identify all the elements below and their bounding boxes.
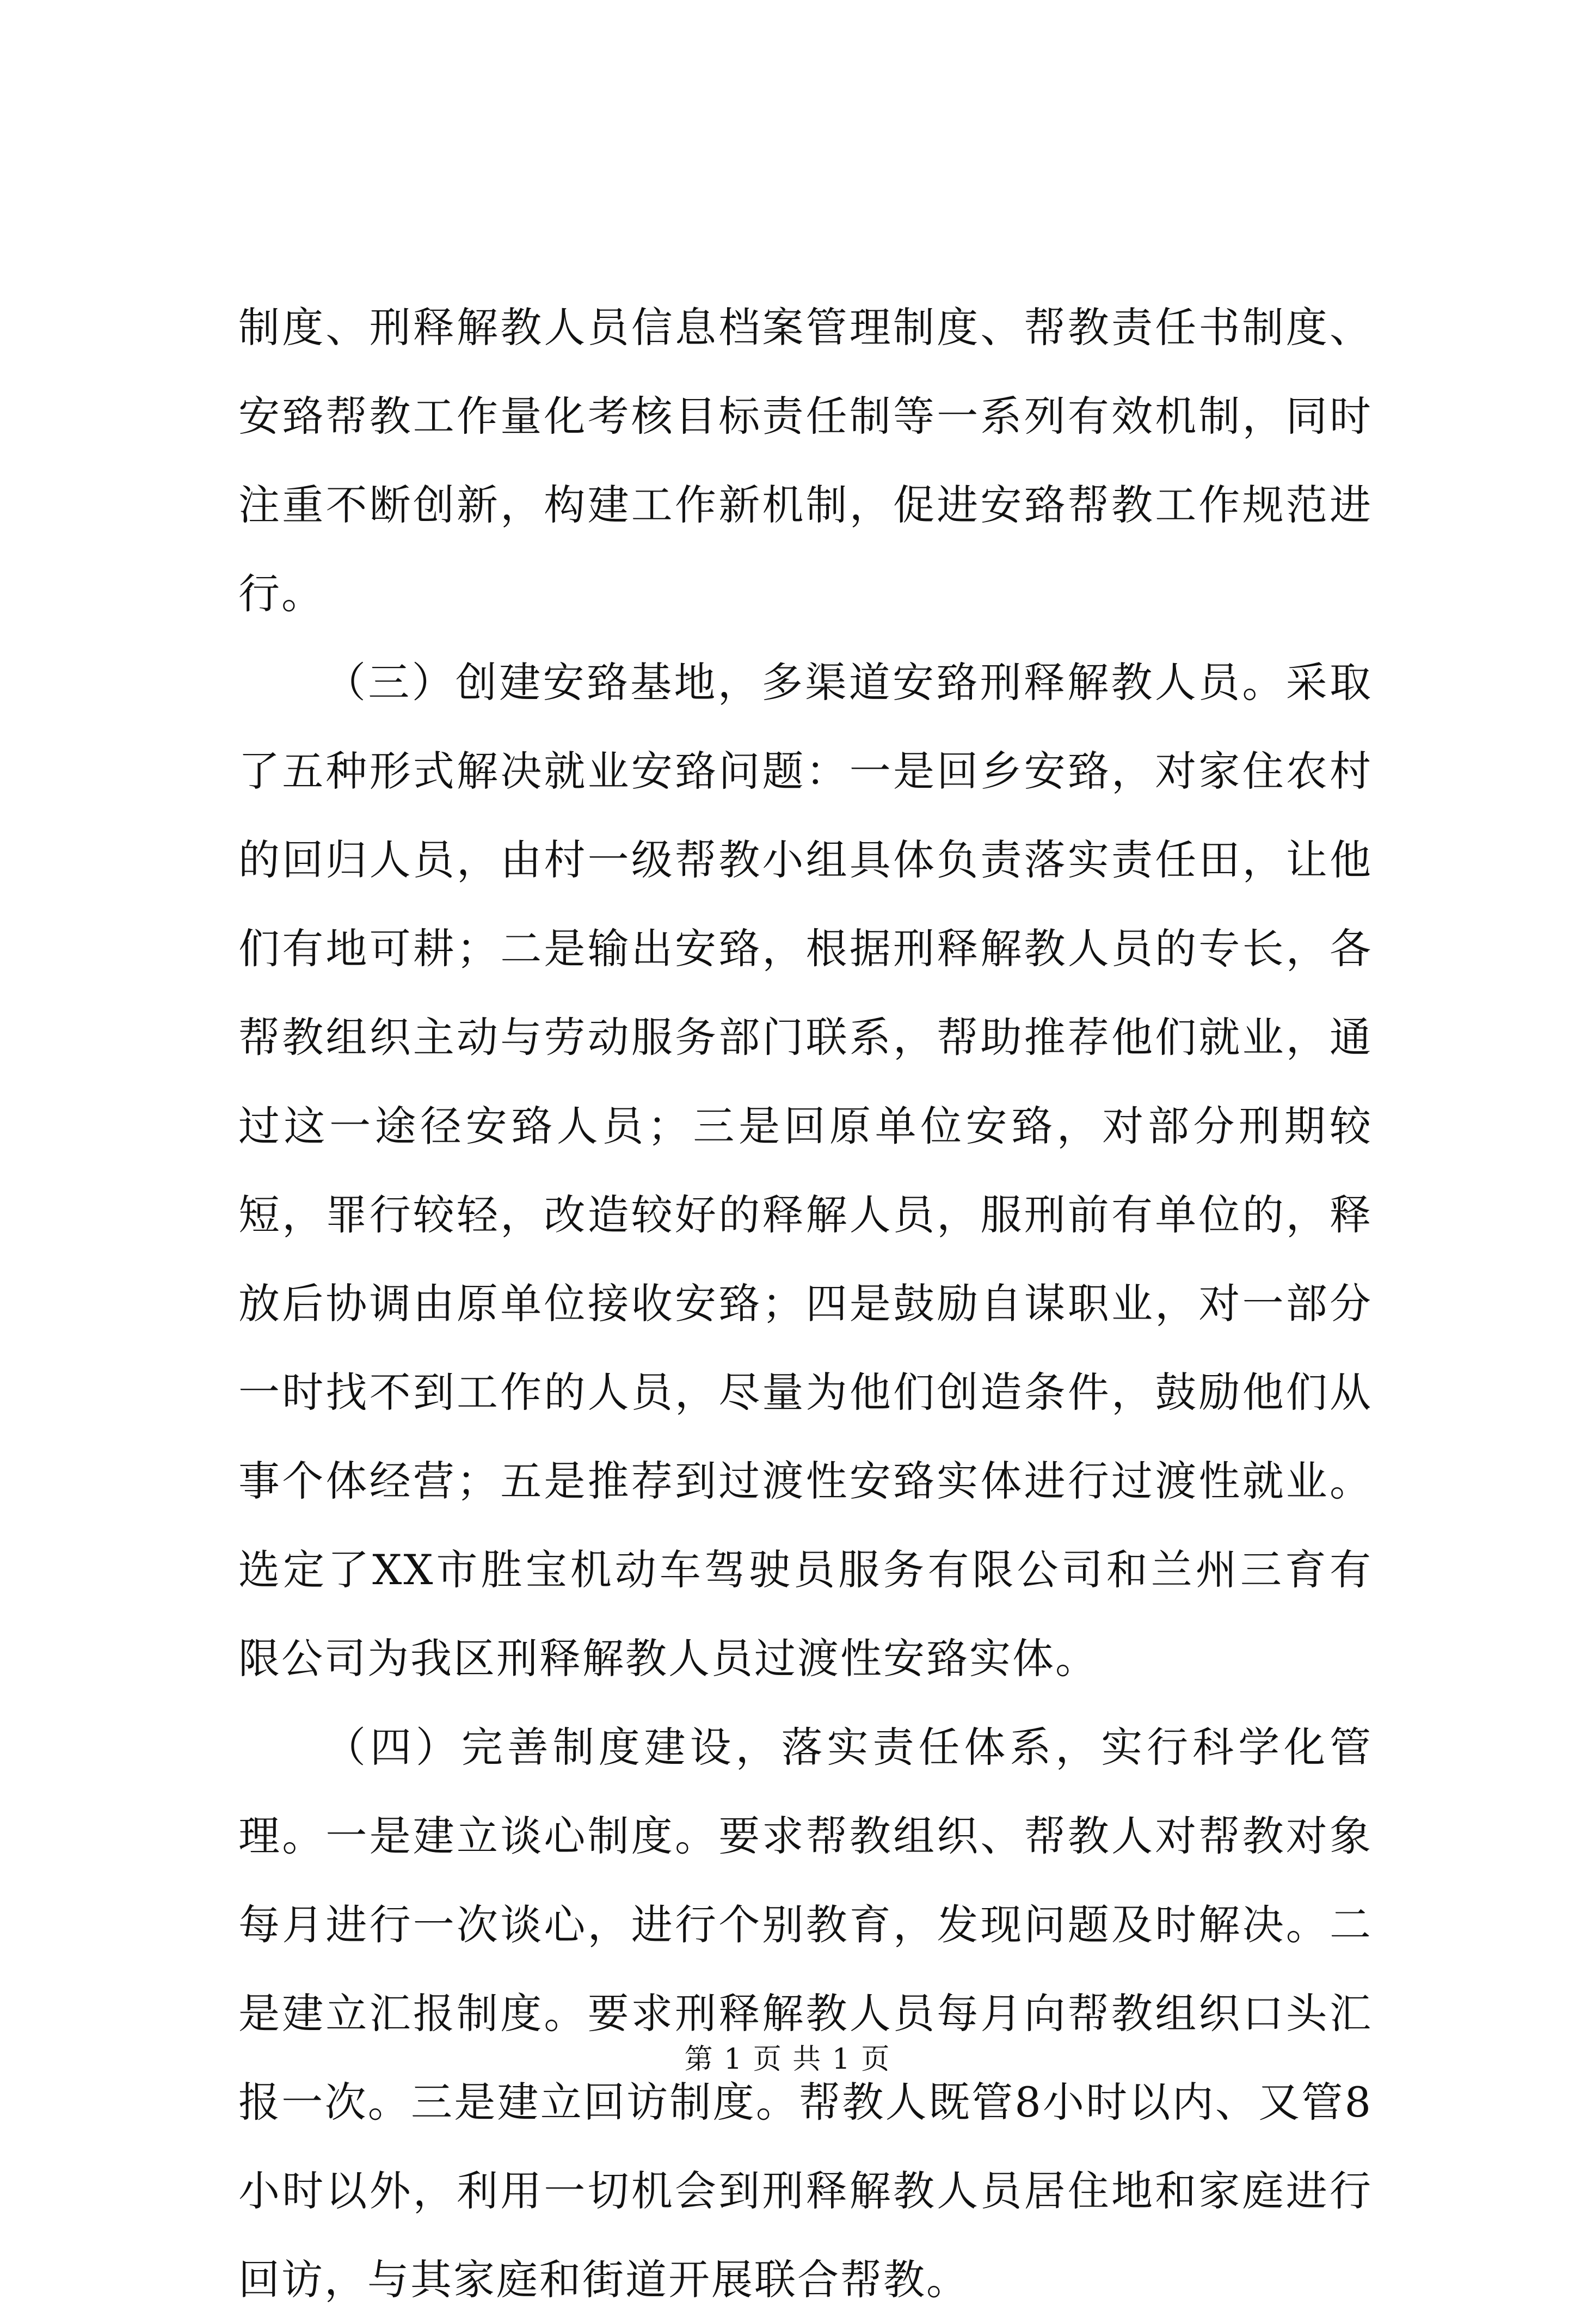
page-footer: 第 1 页 共 1 页 bbox=[684, 2043, 891, 2076]
paragraph-section-four: （四）完善制度建设，落实责任体系，实行科学化管理。一是建立谈心制度。要求帮教组织、帮教人对帮教对象每月进行一次谈心，进行个别教育，发现问题及时解决。二是建立汇报制度。要求刑释解教人员每月向帮教组织口头汇报一次。三是建立回访制度。帮教人既管8小时以内、又管8小时以外，利用一切机会到刑释解教人员居住地和家庭进行回访，与其家庭和街道开展联合帮教。 bbox=[238, 1723, 1373, 2304]
document-body bbox=[238, 283, 1373, 2324]
paragraph-continuation: 制度、刑释解教人员信息档案管理制度、帮教责任书制度、安臵帮教工作量化考核目标责任制等一系列有效机制，同时注重不断创新，构建工作新机制，促进安臵帮教工作规范进行。 bbox=[238, 303, 1373, 618]
paragraph-section-three: （三）创建安臵基地，多渠道安臵刑释解教人员。采取了五种形式解决就业安臵问题：一是回乡安臵，对家住农村的回归人员，由村一级帮教小组具体负责落实责任田，让他们有地可耕；二是输出安臵，根据刑释解教人员的专长，各帮教组织主动与劳动服务部门联系，帮助推荐他们就业，通过这一途径安臵人员；三是回原单位安臵，对部分刑期较短，罪行较轻，改造较好的释解人员，服刑前有单位的，释放后协调由原单位接收安臵；四是鼓励自谋职业，对一部分一时找不到工作的人员，尽量为他们创造条件，鼓励他们从事个体经营；五是推荐到过渡性安臵实体进行过渡性就业。选定了XX市胜宝机动车驾驶员服务有限公司和兰州三育有限公司为我区刑释解教人员过渡性安臵实体。 bbox=[238, 658, 1373, 1683]
